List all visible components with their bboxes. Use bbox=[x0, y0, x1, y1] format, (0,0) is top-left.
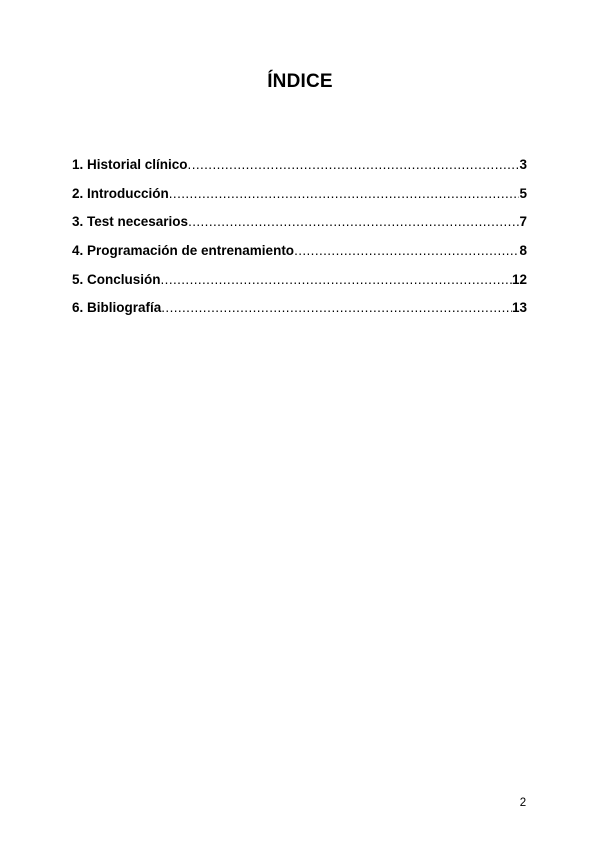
toc-entry-conclusion[interactable] bbox=[72, 272, 527, 301]
toc-entry-historial-clinico[interactable] bbox=[72, 157, 527, 186]
toc-entry-page: 7 bbox=[519, 214, 527, 230]
toc-entry-label: 1. Historial clínico bbox=[72, 157, 188, 172]
toc-dot-leader bbox=[188, 214, 519, 229]
toc-entry-introduccion[interactable] bbox=[72, 186, 527, 215]
toc-dot-leader bbox=[161, 300, 512, 315]
toc-entry-page: 5 bbox=[519, 185, 527, 201]
table-of-contents bbox=[72, 157, 527, 329]
toc-dot-leader bbox=[169, 186, 520, 201]
toc-dot-leader bbox=[294, 243, 519, 258]
toc-entry-page: 8 bbox=[519, 243, 527, 259]
toc-entry-label: 4. Programación de entrenamiento bbox=[72, 243, 295, 259]
toc-dot-leader bbox=[188, 157, 520, 172]
toc-entry-label: 6. Bibliografía bbox=[72, 300, 162, 316]
toc-entry-label: 5. Conclusión bbox=[72, 271, 161, 287]
toc-entry-bibliografia[interactable] bbox=[72, 300, 527, 329]
toc-entry-label: 3. Test necesarios bbox=[72, 214, 189, 230]
toc-entry-test-necesarios[interactable] bbox=[72, 214, 527, 243]
page-title: ÍNDICE bbox=[267, 71, 333, 92]
toc-entry-programacion-entrenamiento[interactable] bbox=[72, 243, 527, 272]
toc-dot-leader bbox=[161, 272, 512, 287]
toc-entry-page: 3 bbox=[519, 157, 527, 172]
toc-entry-page: 12 bbox=[511, 271, 527, 287]
page-number: 2 bbox=[519, 797, 527, 809]
toc-entry-label: 2. Introducción bbox=[72, 185, 169, 201]
toc-entry-page: 13 bbox=[511, 300, 527, 316]
